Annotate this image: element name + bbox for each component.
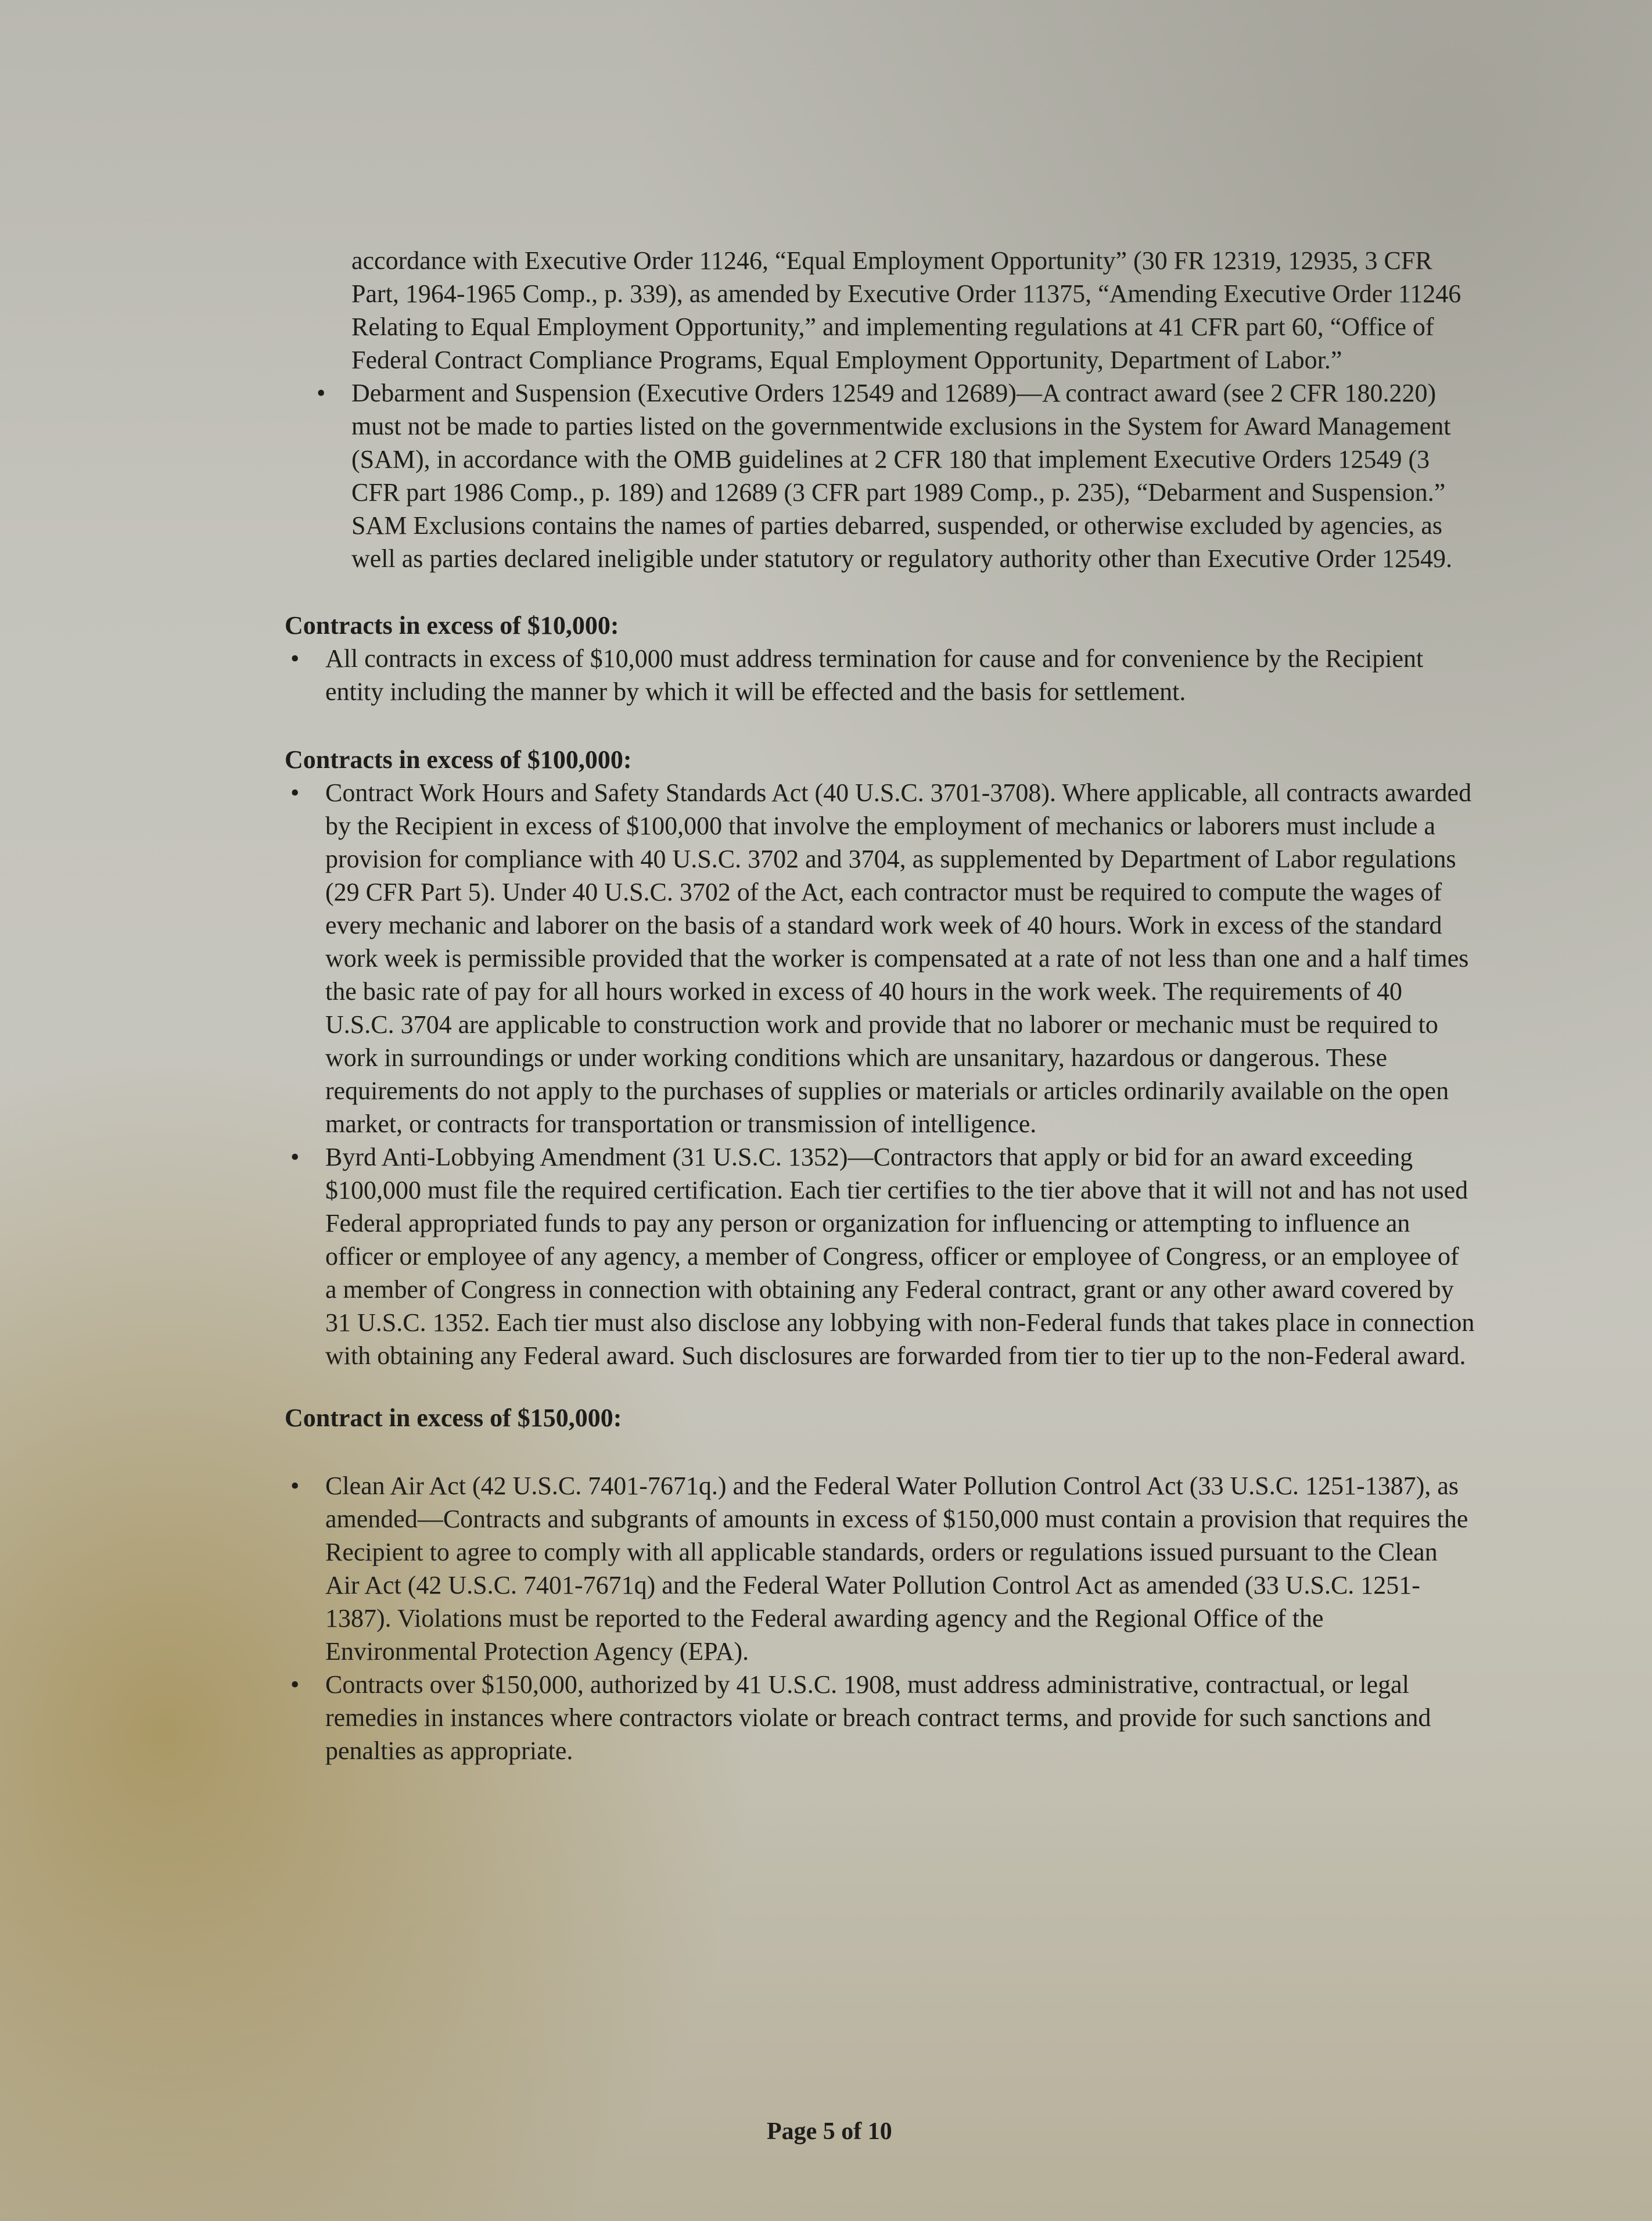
eeo-continuation-paragraph: accordance with Executive Order 11246, “Equal Employment Opportunity” (30 FR 12319, 12935, 3 CFR Part, 1964-1965 Comp., p. 339), as amended by Executive Order 11375, “Amending Executive Order 11246 Relating to Equal Employment Opportunity,” and implementing regulations at 41 CFR part 60, “Office of Federal Contract Compliance Programs, Equal Employment Opportunity, Department of Labor.” [351,246,1461,374]
document-body [285,244,1475,1767]
spacer [285,1434,1475,1469]
clean-air-bullet [285,1469,1475,1668]
remedies-text: Contracts over $150,000, authorized by 41 U.S.C. 1908, must address administrative, contractual, or legal remedies in instances where contractors violate or breach contract terms, and provide for such sanctions and penalties as appropriate. [325,1670,1431,1765]
heading-100k: Contracts in excess of $100,000: [285,745,632,774]
bullet-icon: • [290,778,300,807]
work-hours-bullet [285,776,1475,1140]
byrd-text: Byrd Anti-Lobbying Amendment (31 U.S.C. 1352)—Contractors that apply or bid for an award exceeding $100,000 must file the required certification. Each tier certifies to the tier above that it will not and has not used Federal appropriated funds to pay any person or organization for influencing or attempting to influence an officer or employee of any agency, a member of Congress, officer or employee of Congress, or an employee of a member of Congress in connection with obtaining any Federal contract, grant or any other award covered by 31 U.S.C. 1352. Each tier must also disclose any lobbying with non-Federal funds that takes place in connection with obtaining any Federal award. Such disclosures are forwarded from tier to tier up to the non-Federal award. [325,1143,1475,1370]
bullet-icon: • [290,1143,300,1171]
bullet-icon: • [290,644,300,673]
debarment-text: Debarment and Suspension (Executive Orders 12549 and 12689)—A contract award (see 2 CFR 180.220) must not be made to parties listed on the governmentwide exclusions in the System for Award Management (SAM), in accordance with the OMB guidelines at 2 CFR 180 that implement Executive Orders 12549 (3 CFR part 1986 Comp., p. 189) and 12689 (3 CFR part 1989 Comp., p. 235), “Debarment and Suspension.” SAM Exclusions contains the names of parties debarred, suspended, or otherwise excluded by agencies, as well as parties declared ineligible under statutory or regulatory authority other than Executive Order 12549. [351,379,1453,573]
page-number: Page 5 of 10 [767,2118,892,2145]
clean-air-text: Clean Air Act (42 U.S.C. 7401-7671q.) and the Federal Water Pollution Control Act (33 U.S.C. 1251-1387), as amended—Contracts and subgrants of amounts in excess of $150,000 must contain a provision that requires the Recipient to agree to comply with all applicable standards, orders or regulations issued pursuant to the Clean Air Act (42 U.S.C. 7401-7671q) and the Federal Water Pollution Control Act as amended (33 U.S.C. 1251-1387). Violations must be reported to the Federal awarding agency and the Regional Office of the Environmental Protection Agency (EPA). [325,1472,1468,1666]
byrd-bullet [285,1140,1475,1372]
remedies-bullet [285,1668,1475,1767]
bullet-icon: • [317,379,326,407]
heading-10k: Contracts in excess of $10,000: [285,611,619,640]
termination-text: All contracts in excess of $10,000 must address termination for cause and for convenience by the Recipient entity including the manner by which it will be effected and the basis for settlement. [325,644,1424,706]
heading-150k: Contract in excess of $150,000: [285,1404,622,1432]
termination-bullet [285,642,1475,708]
debarment-bullet [311,376,1475,575]
bullet-icon: • [290,1472,300,1500]
bullet-icon: • [290,1670,300,1699]
work-hours-text: Contract Work Hours and Safety Standards Act (40 U.S.C. 3701-3708). Where applicable, all contracts awarded by the Recipient in excess of $100,000 that involve the employment of mechanics or laborers must include a provision for compliance with 40 U.S.C. 3702 and 3704, as supplemented by Department of Labor regulations (29 CFR Part 5). Under 40 U.S.C. 3702 of the Act, each contractor must be required to compute the wages of every mechanic and laborer on the basis of a standard work week of 40 hours. Work in excess of the standard work week is permissible provided that the worker is compensated at a rate of not less than one and a half times the basic rate of pay for all hours worked in excess of 40 hours in the work week. The requirements of 40 U.S.C. 3704 are applicable to construction work and provide that no laborer or mechanic must be required to work in surroundings or under working conditions which are unsanitary, hazardous or dangerous. These requirements do not apply to the purchases of supplies or materials or articles ordinarily available on the open market, or contracts for transportation or transmission of intelligence. [325,778,1472,1138]
debarment-item [285,376,1475,575]
